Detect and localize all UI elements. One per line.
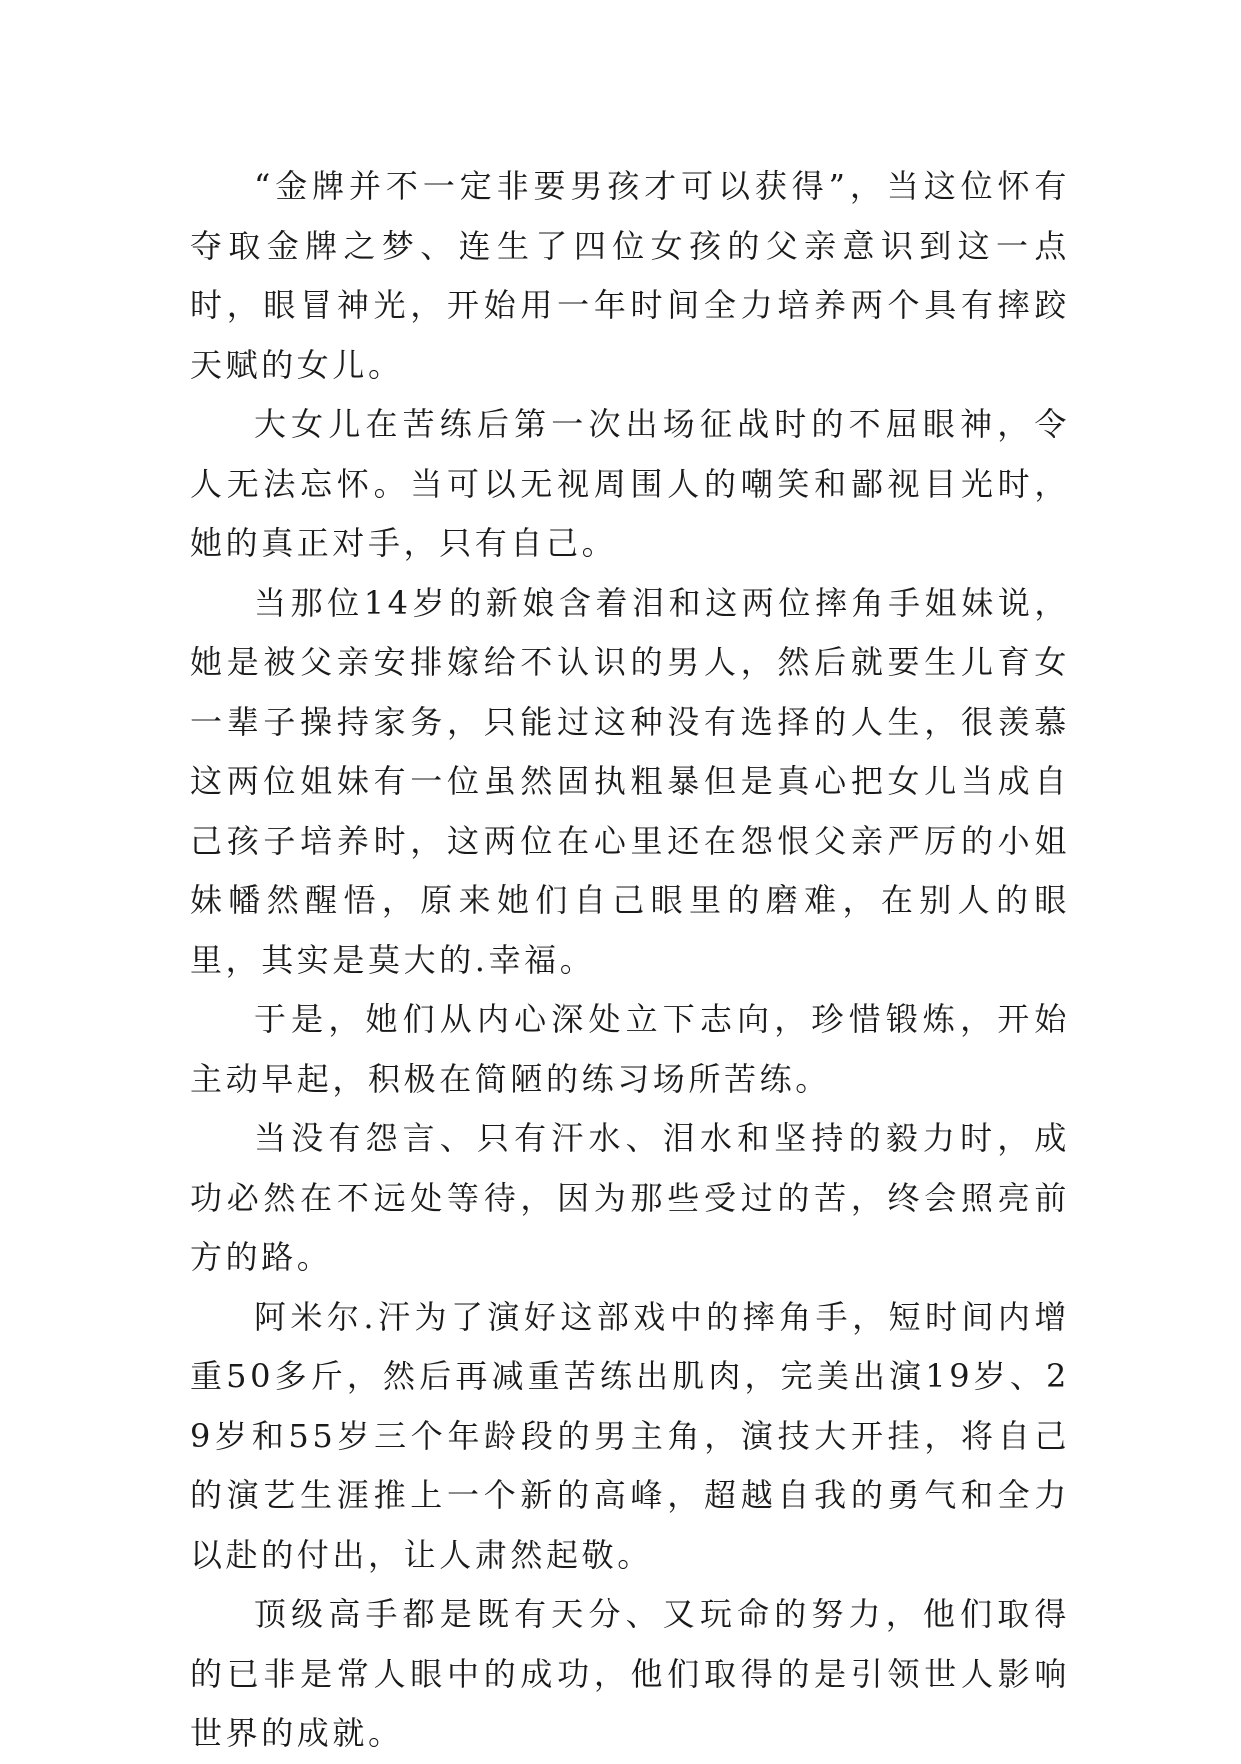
paragraph-gold-medal: “金牌并不一定非要男孩才可以获得”，当这位怀有夺取金牌之梦、连生了四位女孩的父亲意识到这一点时，眼冒神光，开始用一年时间全力培养两个具有摔跤天赋的女儿。 [190, 167, 1070, 384]
paragraph-child-bride: 当那位14岁的新娘含着泪和这两位摔角手姐妹说，她是被父亲安排嫁给不认识的男人，然后就要生儿育女一辈子操持家务，只能过这种没有选择的人生，很羡慕这两位姐妹有一位虽然固执粗暴但是真心把女儿当成自己孩子培养时，这两位在心里还在怨恨父亲严厉的小姐妹幡然醒悟，原来她们自己眼里的磨难，在别人的眼里，其实是莫大的.幸福。 [190, 583, 1070, 979]
paragraph-top-masters: 顶级高手都是既有天分、又玩命的努力，他们取得的已非是常人眼中的成功，他们取得的是引领世人影响世界的成就。 [190, 1595, 1070, 1752]
paragraph-perseverance: 当没有怨言、只有汗水、泪水和坚持的毅力时，成功必然在不远处等待，因为那些受过的苦，终会照亮前方的路。 [190, 1119, 1070, 1276]
paragraph-aamir-khan: 阿米尔.汗为了演好这部戏中的摔角手，短时间内增重50多斤，然后再减重苦练出肌肉，完美出演19岁、29岁和55岁三个年龄段的男主角，演技大开挂，将自己的演艺生涯推上一个新的高峰，超越自我的勇气和全力以赴的付出，让人肃然起敬。 [190, 1297, 1070, 1574]
paragraph-resolve: 于是，她们从内心深处立下志向，珍惜锻炼，开始主动早起，积极在简陋的练习场所苦练。 [190, 1000, 1070, 1098]
document-body [190, 157, 1070, 1764]
paragraph-eldest-daughter: 大女儿在苦练后第一次出场征战时的不屈眼神，令人无法忘怀。当可以无视周围人的嘲笑和鄙视目光时，她的真正对手，只有自己。 [190, 405, 1070, 562]
